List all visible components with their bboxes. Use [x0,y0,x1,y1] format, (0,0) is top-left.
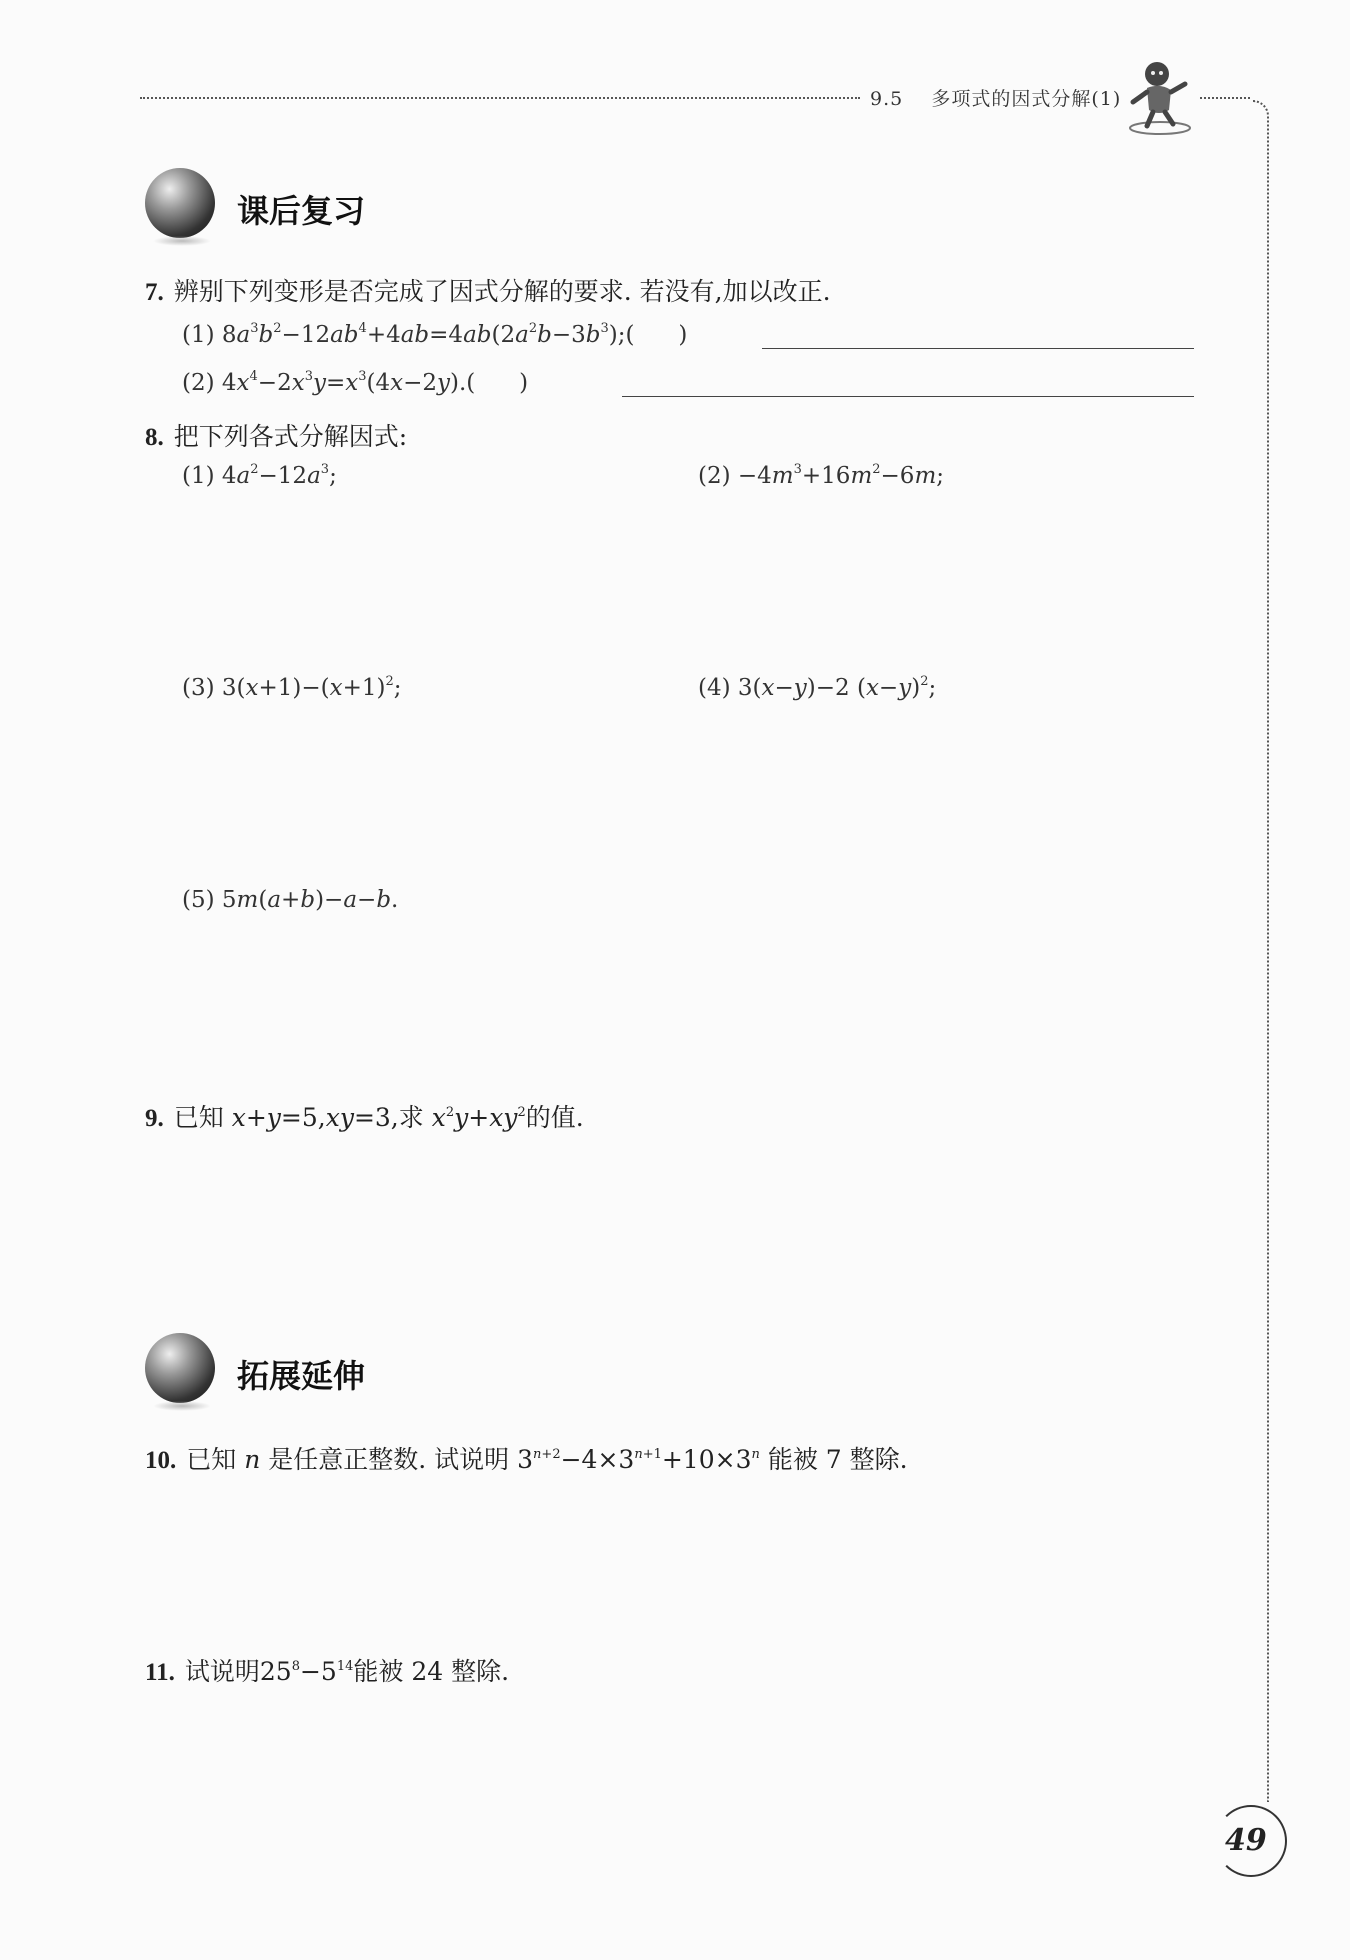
question-number: 10. [145,1447,177,1474]
q8-item-2: $(2) -4m^3+16m^2-6m$; [698,462,944,489]
section-extension-title: 拓展延伸 [237,1357,366,1395]
globe-shadow [153,236,211,246]
question-prompt: 把下列各式分解因式: [173,422,408,451]
question-10: 10. 已知 n 是任意正整数. 试说明 $3^{n+2}-4\times 3^{n+1}+10\times 3^n$ 能被 7 整除. [145,1445,908,1474]
running-header [870,84,1121,111]
question-prompt-part: 能被 7 整除. [767,1445,908,1474]
q8-item-1: (1) $4a^2-12a^3$; [182,462,337,489]
question-prompt-part: 是任意正整数. 试说明 [268,1445,510,1474]
question-9: 9. 已知 x+y=5,xy=3,求 $x^2y+xy^2$的值. [145,1103,584,1132]
question-prompt: 辨别下列变形是否完成了因式分解的要求. 若没有,加以改正. [173,277,831,306]
globe-shadow [153,1401,211,1411]
q7-answer-line-1[interactable] [762,348,1194,349]
question-number: 11. [145,1659,175,1686]
q8-item-4: (4) 3(x−y)−2 $(x-y)^2$; [698,674,937,701]
section-review-title: 课后复习 [237,192,366,230]
section-number: 9.5 [870,88,904,110]
question-prompt-part: 试说明 [184,1657,260,1686]
question-number: 8. [145,424,164,451]
question-prompt-part: 求 [398,1103,424,1132]
q7-answer-line-2[interactable] [622,396,1194,397]
q8-item-3: (3) $3(x+1)-(x+1)^2$; [182,674,402,701]
globe-icon [145,1333,215,1403]
mascot-icon [1125,58,1195,136]
q8-item-5: (5) 5m(a+b)−a−b. [182,887,399,913]
page-number: 49 [1225,1823,1267,1858]
question-prompt-part: 已知 [186,1445,237,1474]
question-number: 7. [145,279,164,306]
question-prompt-part: 已知 [173,1103,224,1132]
header-dotted-rule-right [1200,97,1250,99]
q7-item-2: (2) $4x^4-2x^3y=x^3(4x-2y)$.( ) [182,369,529,396]
question-11: 11. 试说明$25^8-5^{14}$能被 24 整除. [145,1657,510,1686]
question-prompt-part: 的值. [525,1103,584,1132]
section-title: 多项式的因式分解(1) [931,88,1122,110]
question-7 [145,272,831,308]
q7-item-1: (1) $8a^3b^2-12ab^4+4ab=4ab(2a^2b-3b^3)$;( ) [182,321,688,348]
question-8 [145,417,407,453]
globe-icon [145,168,215,238]
question-prompt-part: 能被 24 整除. [353,1657,510,1686]
question-number: 9. [145,1105,164,1132]
header-dotted-rule [140,97,860,99]
margin-dotted-rule [1253,100,1269,1802]
